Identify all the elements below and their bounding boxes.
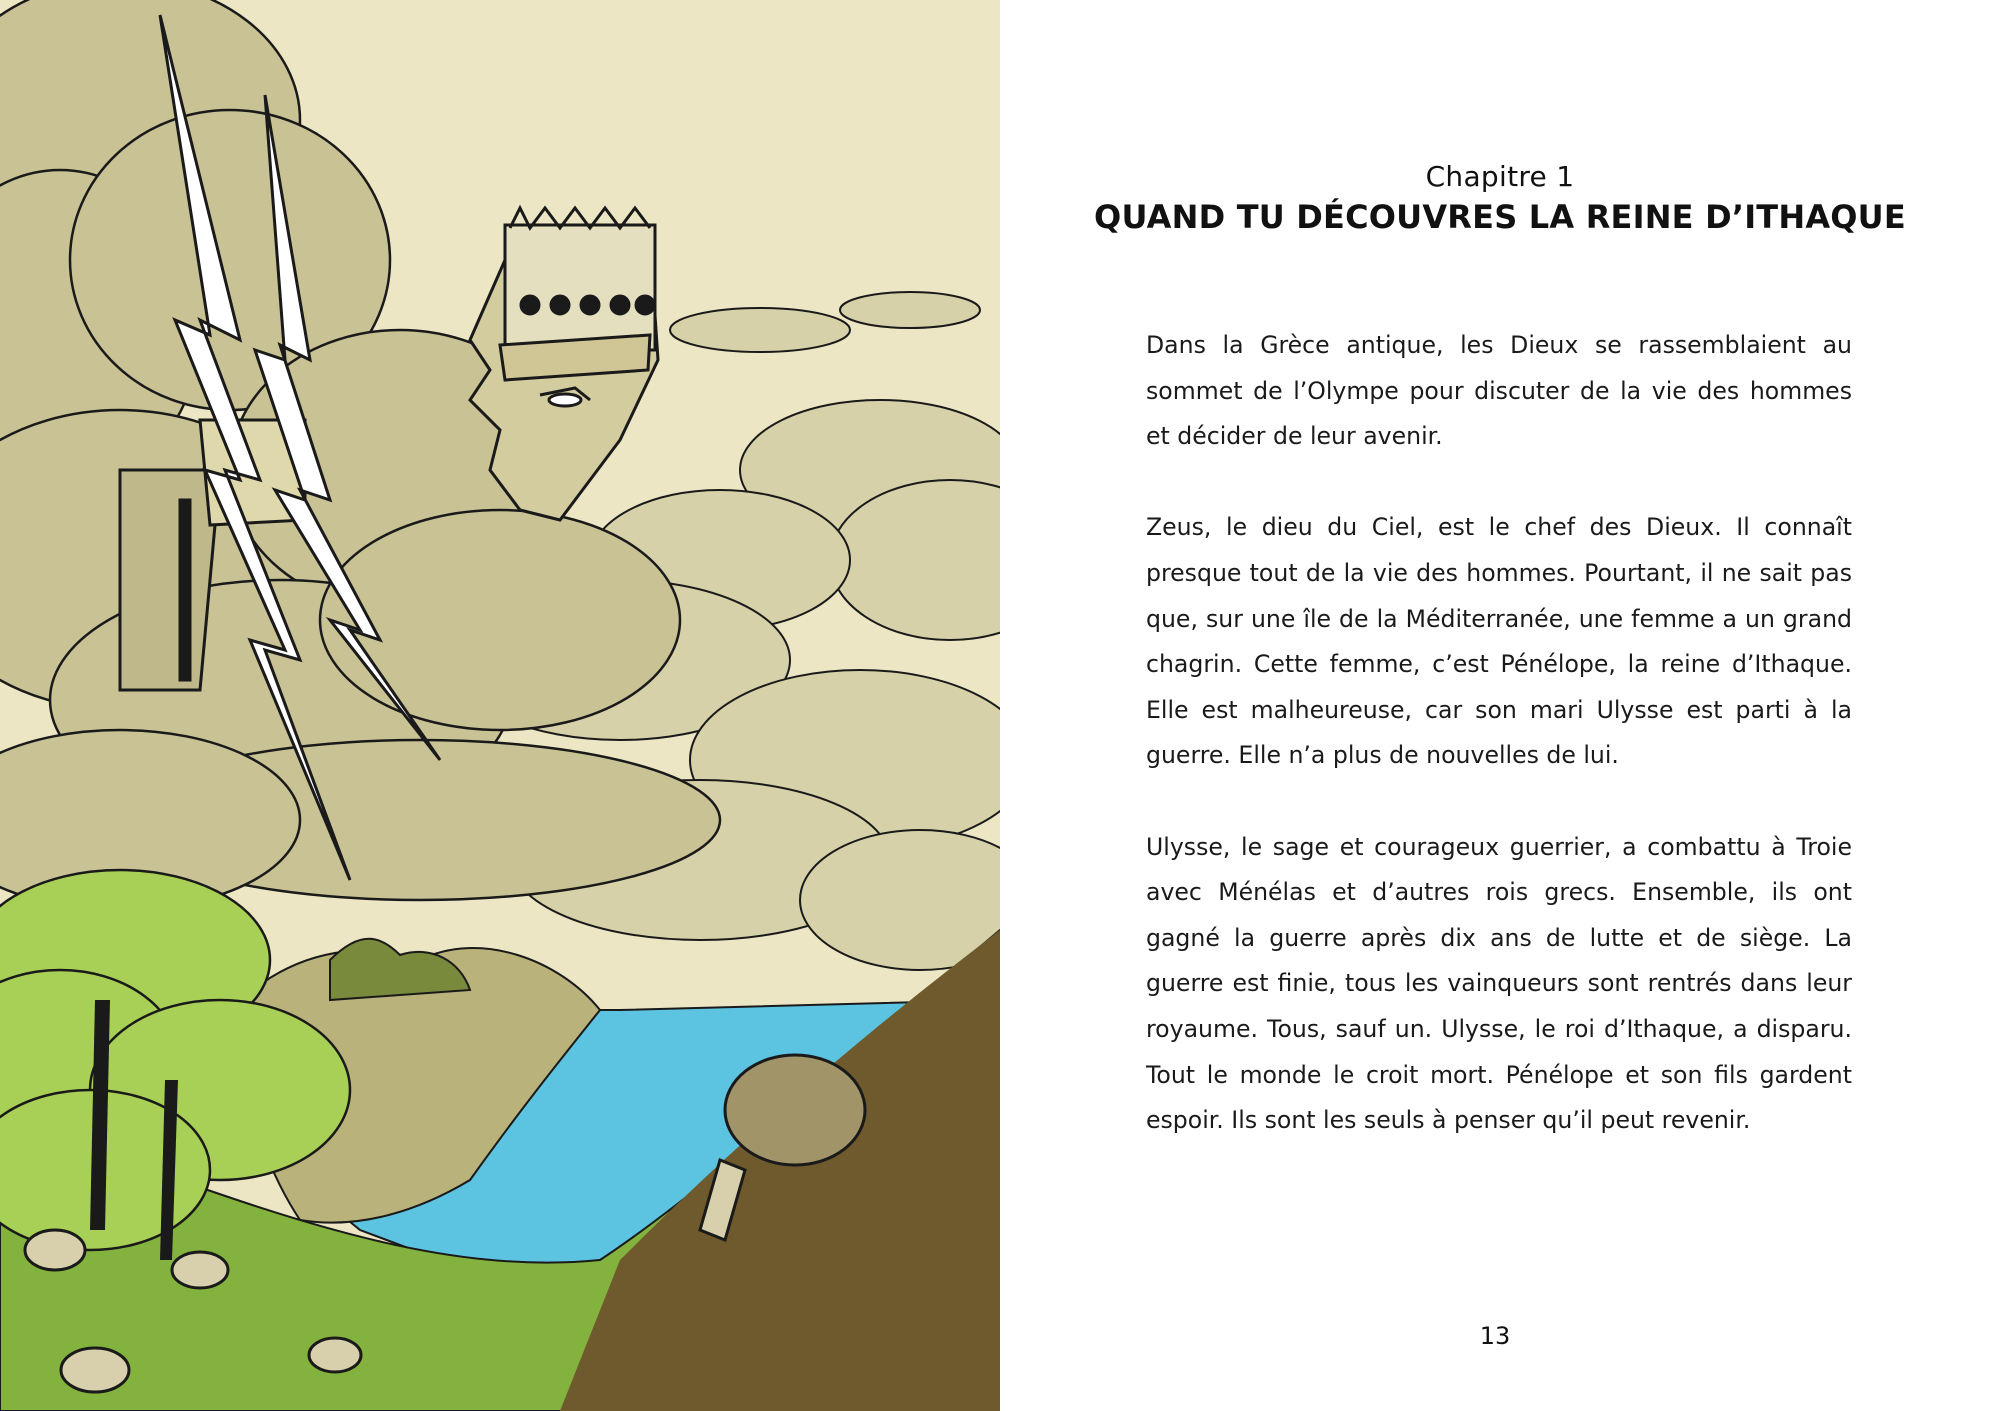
page-number: 13 [1479, 1322, 1511, 1350]
paragraph: Zeus, le dieu du Ciel, est le chef des Dieux. Il connaît presque tout de la vie des hommes. Pourtant, il ne sait pas que, sur une île de la Méditerranée, une femme a un grand chagrin. Cette femme, c’est Pénélope, la reine d’Ithaque. Elle est malheureuse, car son mari Ulysse est parti à la guerre. Elle n’a plus de nouvelles de lui. [1146, 513, 1852, 770]
text-page [1000, 0, 2000, 1411]
paragraph: Dans la Grèce antique, les Dieux se rassemblaient au sommet de l’Olympe pour discuter de la vie des hommes et décider de leur avenir. [1146, 331, 1852, 451]
paragraph: Ulysse, le sage et courageux guerrier, a combattu à Troie avec Ménélas et d’autres rois grecs. Ensemble, ils ont gagné la guerre après dix ans de lutte et de siège. La guerre est finie, tous les vainqueurs sont rentrés dans leur royaume. Tous, sauf un. Ulysse, le roi d’Ithaque, a disparu. Tout le monde le croit mort. Pénélope et son fils gardent espoir. Ils sont les seuls à penser qu’il peut revenir. [1146, 832, 1852, 1135]
body-text [1146, 323, 1852, 1189]
chapter-label: Chapitre 1 [1425, 160, 1575, 193]
chapter-title: QUAND TU DÉCOUVRES LA REINE D’ITHAQUE [1094, 198, 1906, 236]
